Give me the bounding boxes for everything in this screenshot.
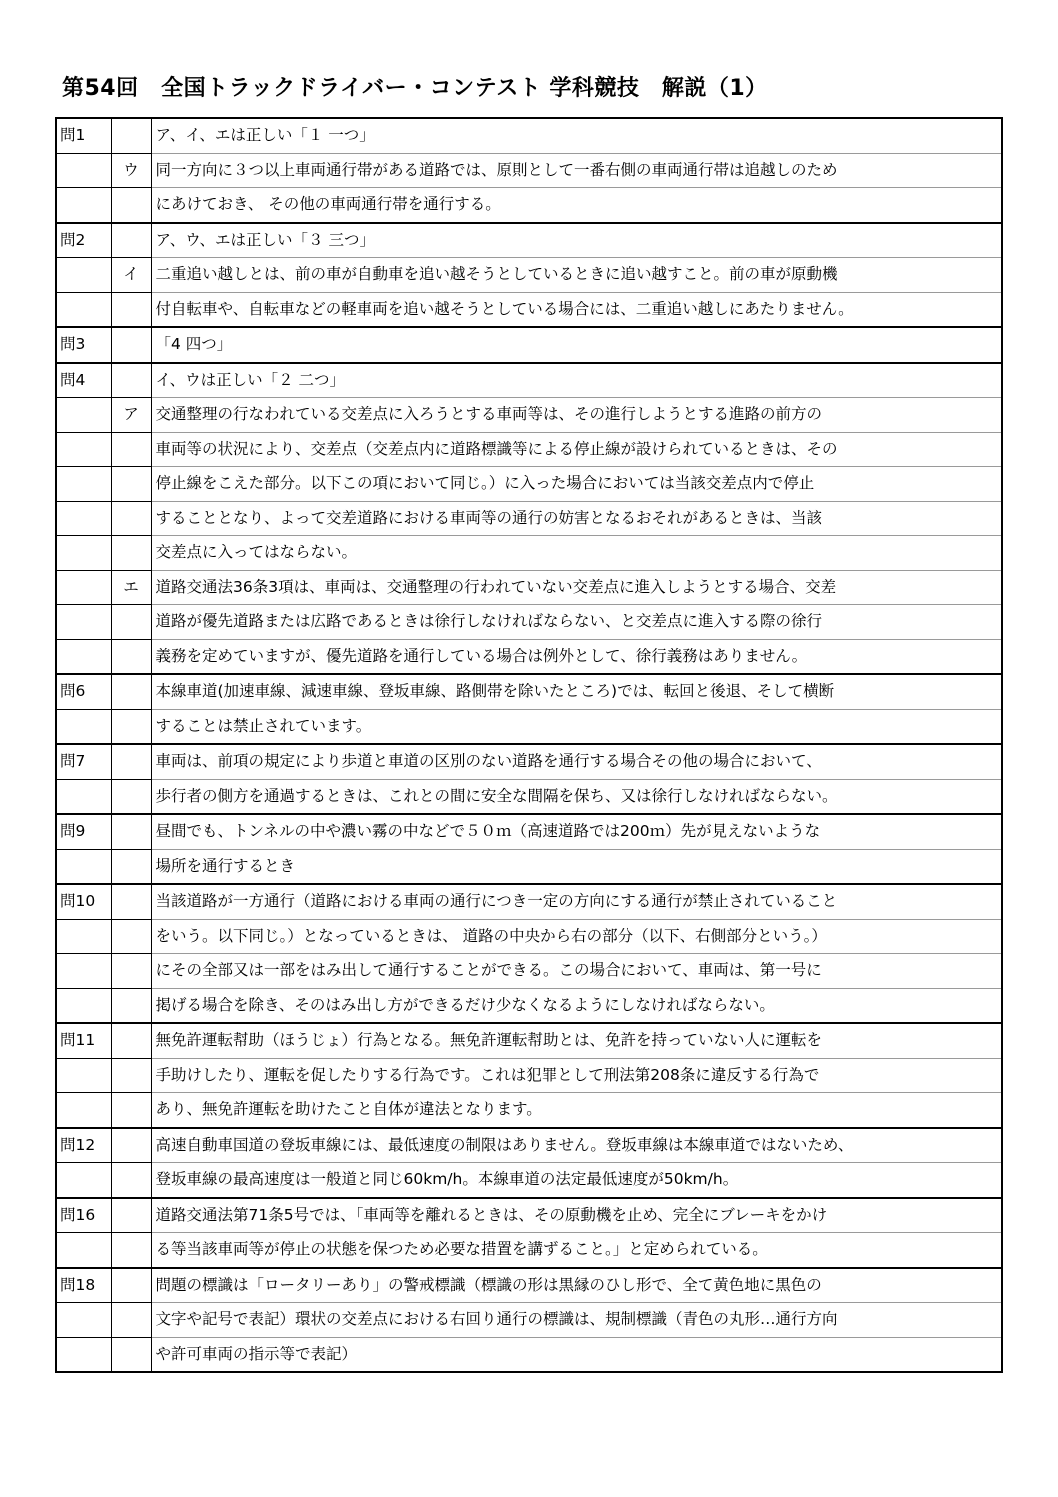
explanation-text-cell: 交通整理の行なわれている交差点に入ろうとする車両等は、その進行しようとする進路の前方の — [151, 398, 1002, 433]
explanation-text-cell: 「4 四つ」 — [151, 327, 1002, 363]
explanation-text-cell: ア、イ、エは正しい「１ 一つ」 — [151, 118, 1002, 153]
explanation-text-cell: にその全部又は一部をはみ出して通行することができる。この場合において、車両は、第一号に — [151, 954, 1002, 989]
explanation-text-cell: あり、無免許運転を助けたこと自体が違法となります。 — [151, 1093, 1002, 1128]
sub-item-cell — [111, 605, 151, 640]
table-row — [56, 570, 1002, 605]
explanation-text-cell: 高速自動車国道の登坂車線には、最低速度の制限はありません。登坂車線は本線車道ではないため、 — [151, 1128, 1002, 1163]
table-row — [56, 1163, 1002, 1198]
explanation-text-cell: 車両は、前項の規定により歩道と車道の区別のない道路を通行する場合その他の場合において、 — [151, 744, 1002, 779]
sub-item-cell — [111, 292, 151, 327]
question-number-cell: 問2 — [56, 223, 111, 258]
table-row — [56, 814, 1002, 849]
table-row — [56, 223, 1002, 258]
explanation-text-cell: 道路が優先道路または広路であるときは徐行しなければならない、と交差点に進入する際の徐行 — [151, 605, 1002, 640]
question-number-cell — [56, 188, 111, 223]
table-row — [56, 1023, 1002, 1058]
question-number-cell — [56, 605, 111, 640]
sub-item-cell — [111, 1198, 151, 1233]
table-row — [56, 1337, 1002, 1372]
question-number-cell: 問12 — [56, 1128, 111, 1163]
explanation-text-cell: 本線車道(加速車線、減速車線、登坂車線、路側帯を除いたところ)では、転回と後退、そして横断 — [151, 674, 1002, 709]
explanation-text-cell: 歩行者の側方を通過するときは、これとの間に安全な間隔を保ち、又は徐行しなければならない。 — [151, 779, 1002, 814]
sub-item-cell — [111, 223, 151, 258]
table-row — [56, 363, 1002, 398]
table-row — [56, 501, 1002, 536]
explanation-text-cell: 場所を通行するとき — [151, 849, 1002, 884]
question-number-cell — [56, 501, 111, 536]
sub-item-cell — [111, 919, 151, 954]
explanation-text-cell: 手助けしたり、運転を促したりする行為です。これは犯罪として刑法第208条に違反する行為で — [151, 1058, 1002, 1093]
table-row — [56, 779, 1002, 814]
table-row — [56, 919, 1002, 954]
explanation-text-cell: 昼間でも、トンネルの中や濃い霧の中などで５０ｍ（高速道路では200ｍ）先が見えないような — [151, 814, 1002, 849]
sub-item-cell — [111, 1093, 151, 1128]
sub-item-cell: ウ — [111, 153, 151, 188]
question-number-cell — [56, 1303, 111, 1338]
sub-item-cell — [111, 884, 151, 919]
table-row — [56, 118, 1002, 153]
question-number-cell: 問4 — [56, 363, 111, 398]
explanation-text-cell: 問題の標識は「ロータリーあり」の警戒標識（標識の形は黒縁のひし形で、全て黄色地に黒色の — [151, 1268, 1002, 1303]
table-row — [56, 849, 1002, 884]
sub-item-cell — [111, 779, 151, 814]
sub-item-cell — [111, 118, 151, 153]
question-number-cell: 問18 — [56, 1268, 111, 1303]
sub-item-cell — [111, 501, 151, 536]
question-number-cell — [56, 779, 111, 814]
answer-table-body — [56, 118, 1002, 1372]
table-row — [56, 432, 1002, 467]
sub-item-cell — [111, 188, 151, 223]
question-number-cell — [56, 988, 111, 1023]
sub-item-cell — [111, 1233, 151, 1268]
question-number-cell — [56, 398, 111, 433]
table-row — [56, 744, 1002, 779]
question-number-cell: 問1 — [56, 118, 111, 153]
question-number-cell — [56, 570, 111, 605]
sub-item-cell — [111, 363, 151, 398]
table-row — [56, 1303, 1002, 1338]
sub-item-cell — [111, 1303, 151, 1338]
page-title: 第54回 全国トラックドライバー・コンテスト 学科競技 解説（1） — [62, 76, 768, 101]
question-number-cell — [56, 849, 111, 884]
sub-item-cell — [111, 674, 151, 709]
explanation-text-cell: 登坂車線の最高速度は一般道と同じ60km/h。本線車道の法定最低速度が50km/h。 — [151, 1163, 1002, 1198]
question-number-cell — [56, 292, 111, 327]
question-number-cell — [56, 1058, 111, 1093]
sub-item-cell — [111, 744, 151, 779]
table-row — [56, 1128, 1002, 1163]
question-number-cell — [56, 1337, 111, 1372]
sub-item-cell — [111, 1058, 151, 1093]
question-number-cell: 問7 — [56, 744, 111, 779]
table-row — [56, 674, 1002, 709]
table-row — [56, 1268, 1002, 1303]
explanation-text-cell: 付自転車や、自転車などの軽車両を追い越そうとしている場合には、二重追い越しにあたりません。 — [151, 292, 1002, 327]
table-row — [56, 639, 1002, 674]
explanation-text-cell: 停止線をこえた部分。以下この項において同じ。）に入った場合においては当該交差点内で停止 — [151, 467, 1002, 502]
question-number-cell: 問6 — [56, 674, 111, 709]
question-number-cell — [56, 536, 111, 571]
sub-item-cell — [111, 709, 151, 744]
question-number-cell — [56, 432, 111, 467]
explanation-text-cell: 掲げる場合を除き、そのはみ出し方ができるだけ少なくなるようにしなければならない。 — [151, 988, 1002, 1023]
question-number-cell: 問16 — [56, 1198, 111, 1233]
table-row — [56, 1058, 1002, 1093]
question-number-cell — [56, 153, 111, 188]
table-row — [56, 327, 1002, 363]
explanation-text-cell: 当該道路が一方通行（道路における車両の通行につき一定の方向にする通行が禁止されていること — [151, 884, 1002, 919]
explanation-text-cell: ア、ウ、エは正しい「３ 三つ」 — [151, 223, 1002, 258]
sub-item-cell — [111, 849, 151, 884]
table-row — [56, 709, 1002, 744]
explanation-text-cell: 無免許運転幇助（ほうじょ）行為となる。無免許運転幇助とは、免許を持っていない人に運転を — [151, 1023, 1002, 1058]
explanation-text-cell: 文字や記号で表記）環状の交差点における右回り通行の標識は、規制標識（青色の丸形…通行方向 — [151, 1303, 1002, 1338]
question-number-cell — [56, 467, 111, 502]
question-number-cell: 問11 — [56, 1023, 111, 1058]
explanation-text-cell: 交差点に入ってはならない。 — [151, 536, 1002, 571]
table-row — [56, 188, 1002, 223]
question-number-cell — [56, 258, 111, 293]
sub-item-cell — [111, 954, 151, 989]
question-number-cell — [56, 709, 111, 744]
sub-item-cell — [111, 1163, 151, 1198]
question-number-cell: 問9 — [56, 814, 111, 849]
table-row — [56, 398, 1002, 433]
answer-table — [55, 117, 1003, 1373]
question-number-cell: 問3 — [56, 327, 111, 363]
sub-item-cell — [111, 1023, 151, 1058]
explanation-text-cell: 車両等の状況により、交差点（交差点内に道路標識等による停止線が設けられているときは、その — [151, 432, 1002, 467]
explanation-text-cell: することとなり、よって交差道路における車両等の通行の妨害となるおそれがあるときは、当該 — [151, 501, 1002, 536]
table-row — [56, 605, 1002, 640]
table-row — [56, 1233, 1002, 1268]
question-number-cell — [56, 1163, 111, 1198]
sub-item-cell — [111, 1128, 151, 1163]
sub-item-cell — [111, 639, 151, 674]
sub-item-cell — [111, 327, 151, 363]
sub-item-cell — [111, 467, 151, 502]
explanation-text-cell: にあけておき、 その他の車両通行帯を通行する。 — [151, 188, 1002, 223]
sub-item-cell: ア — [111, 398, 151, 433]
explanation-text-cell: 二重追い越しとは、前の車が自動車を追い越そうとしているときに追い越すこと。前の車が原動機 — [151, 258, 1002, 293]
question-number-cell — [56, 919, 111, 954]
explanation-text-cell: や許可車両の指示等で表記） — [151, 1337, 1002, 1372]
sub-item-cell: エ — [111, 570, 151, 605]
explanation-text-cell: をいう。以下同じ。）となっているときは、 道路の中央から右の部分（以下、右側部分という。） — [151, 919, 1002, 954]
sub-item-cell — [111, 536, 151, 571]
explanation-text-cell: 道路交通法第71条5号では、「車両等を離れるときは、その原動機を止め、完全にブレーキをかけ — [151, 1198, 1002, 1233]
table-row — [56, 536, 1002, 571]
question-number-cell — [56, 954, 111, 989]
explanation-text-cell: イ、ウは正しい「２ 二つ」 — [151, 363, 1002, 398]
explanation-text-cell: 同一方向に３つ以上車両通行帯がある道路では、原則として一番右側の車両通行帯は追越しのため — [151, 153, 1002, 188]
table-row — [56, 1198, 1002, 1233]
table-row — [56, 467, 1002, 502]
question-number-cell — [56, 639, 111, 674]
table-row — [56, 1093, 1002, 1128]
question-number-cell — [56, 1093, 111, 1128]
sub-item-cell — [111, 1268, 151, 1303]
table-row — [56, 988, 1002, 1023]
table-row — [56, 954, 1002, 989]
explanation-text-cell: る等当該車両等が停止の状態を保つため必要な措置を講ずること。」と定められている。 — [151, 1233, 1002, 1268]
explanation-text-cell: 道路交通法36条3項は、車両は、交通整理の行われていない交差点に進入しようとする場合、交差 — [151, 570, 1002, 605]
sub-item-cell — [111, 432, 151, 467]
question-number-cell: 問10 — [56, 884, 111, 919]
table-row — [56, 258, 1002, 293]
table-row — [56, 292, 1002, 327]
sub-item-cell: イ — [111, 258, 151, 293]
table-row — [56, 153, 1002, 188]
table-row — [56, 884, 1002, 919]
question-number-cell — [56, 1233, 111, 1268]
sub-item-cell — [111, 988, 151, 1023]
sub-item-cell — [111, 1337, 151, 1372]
explanation-text-cell: することは禁止されています。 — [151, 709, 1002, 744]
sub-item-cell — [111, 814, 151, 849]
explanation-text-cell: 義務を定めていますが、優先道路を通行している場合は例外として、徐行義務はありません。 — [151, 639, 1002, 674]
